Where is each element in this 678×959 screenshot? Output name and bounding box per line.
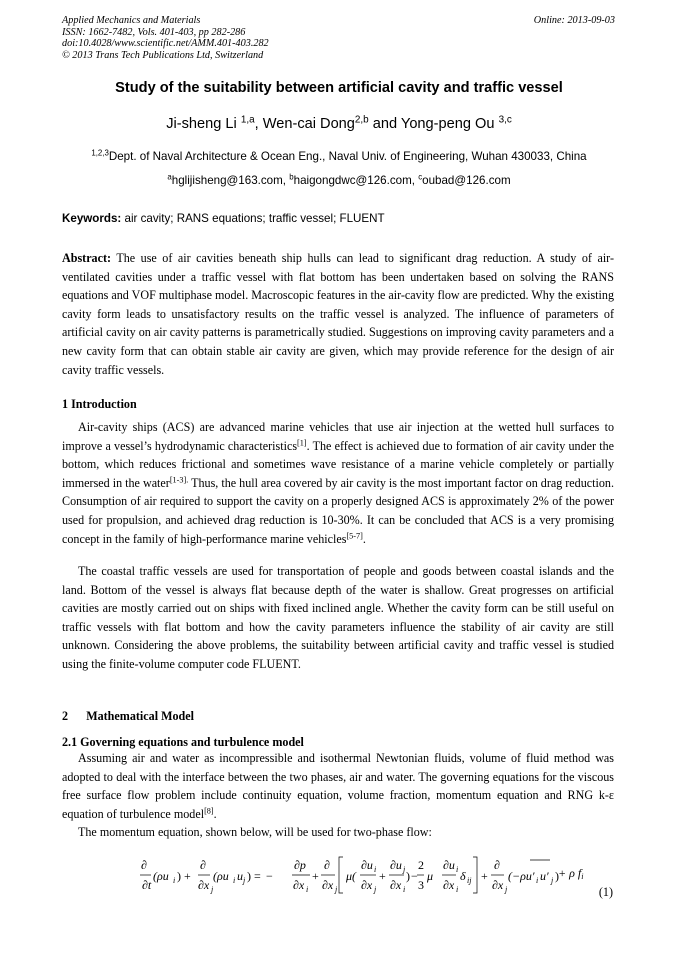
journal-issn: ISSN: 1662-7482, Vols. 401-403, pp 282-286 — [62, 26, 246, 38]
svg-text:∂x: ∂x — [443, 878, 455, 892]
svg-text:∂x: ∂x — [322, 878, 334, 892]
svg-text:∂x: ∂x — [293, 878, 305, 892]
svg-text:+: + — [379, 869, 386, 883]
svg-text:i: i — [374, 865, 377, 874]
author-sup: 3,c — [498, 114, 512, 126]
svg-text:j: j — [243, 876, 246, 885]
svg-text:−: − — [411, 869, 418, 883]
abstract — [62, 249, 614, 379]
journal-header — [62, 15, 269, 61]
author-name: Ji-sheng Li — [166, 116, 237, 132]
svg-text:i: i — [403, 885, 406, 894]
svg-text:∂t: ∂t — [142, 878, 152, 892]
svg-text:3: 3 — [418, 878, 424, 892]
svg-text:∂u: ∂u — [443, 858, 455, 872]
author-name: Wen-cai Dong — [262, 116, 355, 132]
journal-doi: doi:10.4028/www.scientific.net/AMM.401-403.282 — [62, 38, 269, 49]
email-link[interactable]: haigongdwc@126.com, — [293, 174, 415, 187]
svg-text:i: i — [306, 885, 309, 894]
svg-text:j: j — [551, 876, 554, 885]
svg-text:∂: ∂ — [141, 858, 147, 872]
svg-text:∂u: ∂u — [390, 858, 402, 872]
svg-text:−: − — [266, 869, 273, 883]
journal-copyright: © 2013 Trans Tech Publications Ltd, Switzerland — [62, 49, 264, 61]
math-paragraph-1 — [62, 749, 614, 823]
svg-text:∂x: ∂x — [492, 878, 504, 892]
svg-text:(ρu: (ρu — [153, 869, 169, 883]
svg-text:=: = — [254, 869, 261, 883]
svg-text:∂u: ∂u — [361, 858, 373, 872]
keywords — [62, 212, 385, 226]
svg-text:+: + — [312, 869, 319, 883]
body-text: Assuming air and water as incompressible and isothermal Newtonian fluids, volume of fluid method was adopted to deal with the interface between the two phases, air and water. The governing equations for the viscous free surface flow problem include continuity equation, volume fraction, momentum equation and RNG k-ε equation of turbulence model — [62, 751, 614, 821]
keywords-label: Keywords: — [62, 212, 122, 225]
author-conjunction: and — [372, 116, 398, 132]
svg-text:i: i — [173, 876, 176, 885]
body-text: . — [213, 806, 217, 821]
author-sup: 2,b — [354, 114, 369, 126]
body-text: . — [362, 531, 366, 546]
svg-text:): ) — [177, 869, 181, 883]
section-heading-introduction: 1 Introduction — [62, 397, 137, 411]
equation-tail: + ρ fi — [558, 866, 584, 881]
svg-text:∂: ∂ — [324, 858, 330, 872]
citation: [1] — [297, 438, 307, 448]
svg-text:j: j — [335, 885, 338, 894]
keywords-text: air cavity; RANS equations; traffic vessel; FLUENT — [124, 212, 385, 225]
affiliation — [0, 150, 678, 164]
svg-text:(ρu: (ρu — [213, 869, 229, 883]
svg-text:+: + — [481, 869, 488, 883]
subsection-heading-governing-equations: 2.1 Governing equations and turbulence model — [62, 735, 304, 749]
paper-title: Study of the suitability between artificial cavity and traffic vessel — [115, 80, 563, 96]
journal-name: Applied Mechanics and Materials — [62, 15, 201, 26]
affiliation-text: Dept. of Naval Architecture & Ocean Eng., Naval Univ. of Engineering, Wuhan 430033, China — [108, 150, 587, 163]
abstract-text: The use of air cavities beneath ship hulls can lead to significant drag reduction. A study of air-ventilated cavities under a traffic vessel with flat bottom has been undertaken based on solving the RANS equations and VOF multiphase model. Macroscopic features in the air-cavity flow are predicted. Why the existing cavity form leads to unsatisfactory results on the traffic vessel is analyzed. The influence of parameters of artificial cavity on air cavity patterns is parametrically studied. Suggestions on improving cavity parameters and a new cavity form that can obtain stable air cavity are given, which may provide reference for the design of air cavity traffic vessels. — [62, 251, 614, 377]
author-emails — [0, 174, 678, 188]
svg-text:δ: δ — [460, 869, 466, 883]
svg-text:+: + — [184, 869, 191, 883]
intro-paragraph-1 — [62, 418, 614, 548]
body-text: . The effect is achieved due to formation of air cavity under the bottom, which reduces frictional and sometimes wave resistance of a marine vehicle completely or partially immersed in the water — [62, 438, 615, 490]
svg-text:i: i — [233, 876, 236, 885]
svg-text:∂x: ∂x — [390, 878, 402, 892]
intro-paragraph-2: The coastal traffic vessels are used for transportation of people and goods between coastal islands and the land. Bottom of the vessel is always flat because depth of the water is shallow. Great progresses on artificial cavities are mostly carried out on ships with fixed inclined angle. Whether the cavity form can be still useful on traffic vessels with flat bottom and how the cavity parameters influence the stability of air cavity are still unknown. Considering the above problems, the suitability between artificial cavity and traffic vessel is studied using the finite-volume computer code FLUENT. — [62, 564, 614, 671]
math-paragraph-2: The momentum equation, shown below, will be used for two-phase flow: — [78, 825, 432, 839]
svg-text:∂: ∂ — [200, 858, 206, 872]
svg-text:∂p: ∂p — [294, 858, 306, 872]
svg-text:j: j — [403, 865, 406, 874]
body-text: Thus, the hull area covered by air cavity is the most important factor on drag reduction. Consumption of air required to support the cavity on a properly designed ACS is approximately 2% of the power used for propulsion, and achieved drag reduction is 10-30%. It can be concluded that ACS is a very promising concept in the family of high-performance marine vehicles — [62, 475, 614, 546]
email-link[interactable]: oubad@126.com — [422, 174, 511, 187]
svg-text:i: i — [456, 885, 459, 894]
equation-number: (1) — [598, 885, 613, 899]
svg-text:u′: u′ — [540, 869, 549, 883]
svg-text:ij: ij — [467, 876, 472, 885]
email-sup: c — [418, 172, 423, 182]
svg-text:2: 2 — [418, 858, 424, 872]
author-sup: 1,a — [240, 114, 255, 126]
svg-text:u: u — [237, 869, 243, 883]
svg-text:(−ρu′: (−ρu′ — [508, 869, 535, 883]
svg-text:i: i — [536, 876, 539, 885]
citation: [8] — [204, 806, 214, 816]
online-date: Online: 2013-09-03 — [533, 15, 615, 26]
section-heading-math-model: 2 Mathematical Model — [62, 709, 194, 723]
svg-text:∂x: ∂x — [198, 878, 210, 892]
svg-text:∂x: ∂x — [361, 878, 373, 892]
author-name: Yong-peng Ou — [400, 116, 495, 132]
citation: [1-3]. — [169, 475, 189, 485]
email-link[interactable]: hglijisheng@163.com, — [171, 174, 286, 187]
svg-text:): ) — [406, 869, 410, 883]
svg-text:j: j — [505, 885, 508, 894]
svg-text:j: j — [211, 885, 214, 894]
svg-text:μ: μ — [427, 869, 434, 883]
email-sup: b — [289, 172, 294, 182]
affiliation-sup: 1,2,3 — [91, 148, 109, 158]
svg-text:∂: ∂ — [494, 858, 500, 872]
author-list: Ji-sheng Li $^{1,a}$, Wen-cai Dong$^{2,b}$ and Yong-peng Ou $^{3,c}$ — [166, 114, 512, 132]
svg-text:): ) — [555, 869, 559, 883]
svg-text:j: j — [374, 885, 377, 894]
body-text: Air-cavity ships (ACS) are advanced marine vehicles that use air injection at the wetted hull surfaces to improve a vessel’s hydrodynamic characteristics — [62, 420, 614, 453]
svg-text:μ(: μ( — [346, 869, 357, 883]
citation: [5-7] — [346, 531, 363, 541]
momentum-equation — [138, 853, 558, 899]
svg-text:i: i — [456, 865, 459, 874]
email-sup: a — [167, 172, 172, 182]
abstract-label: Abstract: — [62, 251, 112, 265]
svg-text:): ) — [247, 869, 251, 883]
